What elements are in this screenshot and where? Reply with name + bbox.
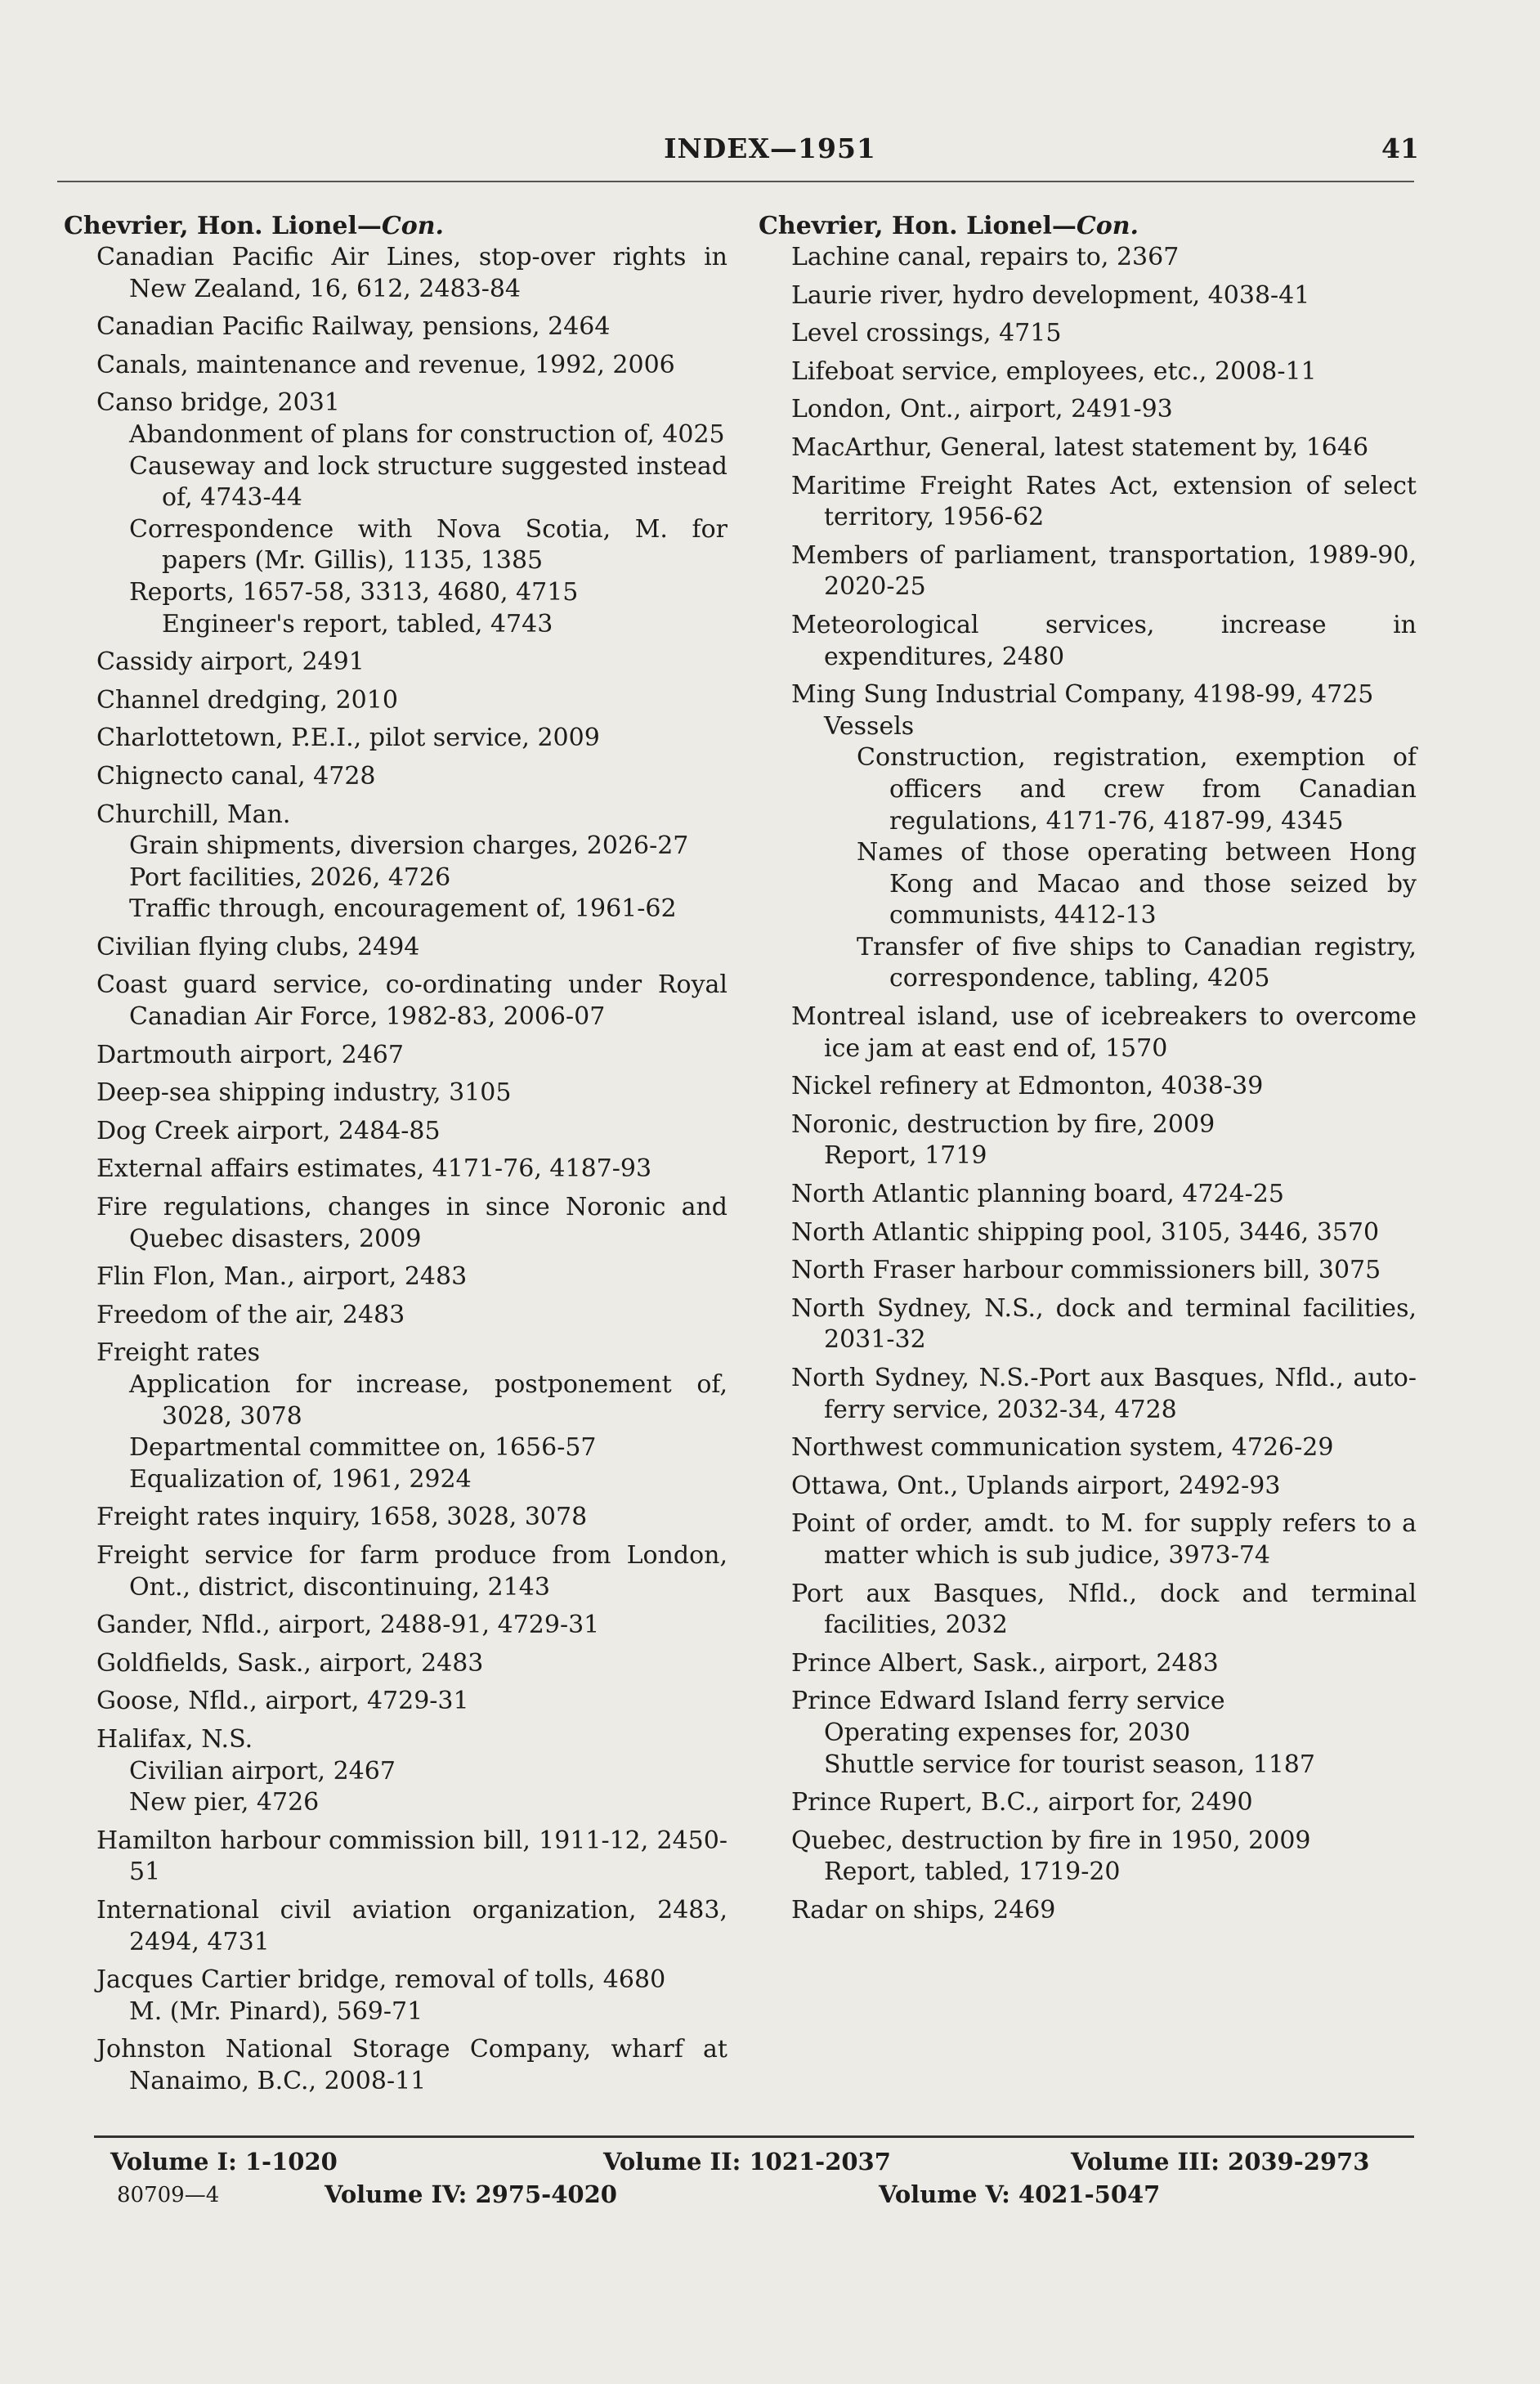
index-entry: Freight rates inquiry, 1658, 3028, 3078 xyxy=(96,1503,588,1532)
index-entry: Canso bridge, 2031 xyxy=(96,388,340,418)
index-entry: Civilian flying clubs, 2494 xyxy=(96,932,420,961)
header-rule xyxy=(57,181,1414,182)
index-entry: Jacques Cartier bridge, removal of tolls, 4680 xyxy=(96,1965,666,1995)
index-entry: Goldfields, Sask., airport, 2483 xyxy=(96,1648,484,1678)
index-entry: Members of parliament, transportation, 1989-90, 2020-25 xyxy=(791,540,1417,602)
index-entry: Report, tabled, 1719-20 xyxy=(824,1857,1121,1887)
index-entry: North Sydney, N.S.-Port aux Basques, Nfld., auto-ferry service, 2032-34, 4728 xyxy=(791,1364,1417,1424)
footer-volume-2: Volume II: 1021-2037 xyxy=(603,2148,891,2176)
left-entry-list xyxy=(64,242,727,2097)
index-entry: Noronic, destruction by fire, 2009 xyxy=(791,1109,1215,1139)
index-entry: Johnston National Storage Company, wharf at Nanaimo, B.C., 2008-11 xyxy=(96,2035,727,2095)
index-entry: Freight service for farm produce from London, Ont., district, discontinuing, 2143 xyxy=(96,1540,727,1602)
index-entry: Prince Albert, Sask., airport, 2483 xyxy=(791,1648,1219,1678)
heading-name: Chevrier, Hon. Lionel— xyxy=(759,212,1077,240)
index-entry: Port facilities, 2026, 4726 xyxy=(129,863,451,892)
index-entry: London, Ont., airport, 2491-93 xyxy=(791,395,1173,424)
index-entry: Nickel refinery at Edmonton, 4038-39 xyxy=(791,1072,1264,1101)
index-entry: Operating expenses for, 2030 xyxy=(824,1718,1191,1747)
heading-continued: Con. xyxy=(381,212,445,240)
index-entry: Dog Creek airport, 2484-85 xyxy=(96,1116,441,1145)
index-entry: Reports, 1657-58, 3313, 4680, 4715 xyxy=(129,577,579,607)
index-entry: Canadian Pacific Railway, pensions, 2464 xyxy=(96,312,611,342)
index-entry: North Atlantic shipping pool, 3105, 3446, 3570 xyxy=(791,1217,1380,1247)
right-column-heading xyxy=(759,211,1417,242)
index-entry: Dartmouth airport, 2467 xyxy=(96,1040,404,1069)
index-entry: Montreal island, use of icebreakers to overcome ice jam at east end of, 1570 xyxy=(791,1002,1417,1063)
index-entry: Traffic through, encouragement of, 1961-62 xyxy=(129,894,677,924)
index-entry: Correspondence with Nova Scotia, M. for papers (Mr. Gillis), 1135, 1385 xyxy=(129,514,727,576)
index-entry: Cassidy airport, 2491 xyxy=(96,648,365,677)
right-column xyxy=(759,211,1417,1927)
index-entry: North Atlantic planning board, 4724-25 xyxy=(791,1180,1284,1209)
index-entry: Gander, Nfld., airport, 2488-91, 4729-31 xyxy=(96,1611,600,1640)
footer-volume-5: Volume V: 4021-5047 xyxy=(879,2180,1161,2208)
index-entry: MacArthur, General, latest statement by, 1646 xyxy=(791,432,1369,462)
index-entry: Engineer's report, tabled, 4743 xyxy=(162,609,553,639)
index-entry: Laurie river, hydro development, 4038-41 xyxy=(791,280,1310,310)
index-entry: Ottawa, Ont., Uplands airport, 2492-93 xyxy=(791,1471,1281,1500)
index-entry: Fire regulations, changes in since Noronic and Quebec disasters, 2009 xyxy=(96,1193,727,1253)
index-entry: Lifeboat service, employees, etc., 2008-11 xyxy=(791,356,1317,386)
index-entry: International civil aviation organization, 2483, 2494, 4731 xyxy=(96,1895,727,1956)
index-entry: Equalization of, 1961, 2924 xyxy=(129,1464,472,1494)
index-entry: Northwest communication system, 4726-29 xyxy=(791,1433,1334,1463)
index-entry: Causeway and lock structure suggested instead of, 4743-44 xyxy=(129,451,727,513)
index-entry: Application for increase, postponement of, 3028, 3078 xyxy=(129,1370,727,1431)
index-entry: Freight rates xyxy=(96,1338,261,1368)
left-column xyxy=(64,211,727,2097)
print-code: 80709—4 xyxy=(117,2183,220,2207)
index-entry: Abandonment of plans for construction of, 4025 xyxy=(129,419,725,449)
index-entry: Departmental committee on, 1656-57 xyxy=(129,1433,597,1463)
footer-rule xyxy=(94,2135,1414,2138)
footer-volume-4: Volume IV: 2975-4020 xyxy=(325,2180,617,2208)
index-entry: Hamilton harbour commission bill, 1911-12, 2450-51 xyxy=(96,1826,727,1887)
index-entry: Lachine canal, repairs to, 2367 xyxy=(791,243,1180,271)
page-number: 41 xyxy=(1381,132,1419,164)
index-entry: Ming Sung Industrial Company, 4198-99, 4725 xyxy=(791,680,1374,710)
index-entry: Names of those operating between Hong Kong and Macao and those seized by communists, 4412-13 xyxy=(857,838,1417,930)
index-entry: Radar on ships, 2469 xyxy=(791,1895,1056,1925)
index-entry: Port aux Basques, Nfld., dock and terminal facilities, 2032 xyxy=(791,1579,1417,1640)
index-entry: Level crossings, 4715 xyxy=(791,319,1062,348)
index-entry: Prince Rupert, B.C., airport for, 2490 xyxy=(791,1788,1253,1817)
index-entry: External affairs estimates, 4171-76, 4187-93 xyxy=(96,1154,652,1184)
footer-volume-1: Volume I: 1-1020 xyxy=(110,2148,338,2176)
index-entry: New pier, 4726 xyxy=(129,1788,320,1817)
index-entry: Flin Flon, Man., airport, 2483 xyxy=(96,1262,468,1292)
index-entry: Charlottetown, P.E.I., pilot service, 2009 xyxy=(96,724,600,753)
index-entry: Canadian Pacific Air Lines, stop-over rights in New Zealand, 16, 612, 2483-84 xyxy=(96,243,727,303)
right-entry-list xyxy=(759,242,1417,1927)
index-entry: Deep-sea shipping industry, 3105 xyxy=(96,1078,512,1108)
heading-name: Chevrier, Hon. Lionel— xyxy=(64,212,382,240)
index-entry: Chignecto canal, 4728 xyxy=(96,761,376,791)
index-entry: Report, 1719 xyxy=(824,1141,987,1171)
heading-continued: Con. xyxy=(1076,212,1139,240)
index-entry: Halifax, N.S. xyxy=(96,1724,253,1754)
index-entry: Churchill, Man. xyxy=(96,800,291,829)
index-entry: Canals, maintenance and revenue, 1992, 2006 xyxy=(96,350,675,379)
index-entry: Channel dredging, 2010 xyxy=(96,685,398,715)
index-entry: Maritime Freight Rates Act, extension of select territory, 1956-62 xyxy=(791,471,1417,532)
index-entry: Construction, registration, exemption of officers and crew from Canadian regulations, 4171-76, 4187-99, 4345 xyxy=(857,743,1417,836)
index-entry: Point of order, amdt. to M. for supply refers to a matter which is sub judice, 3973-74 xyxy=(791,1509,1417,1570)
index-entry: Shuttle service for tourist season, 1187 xyxy=(824,1750,1315,1779)
left-column-heading xyxy=(64,211,727,242)
index-entry: Meteorological services, increase in expenditures, 2480 xyxy=(791,610,1417,671)
index-entry: North Fraser harbour commissioners bill, 3075 xyxy=(791,1256,1381,1285)
index-entry: Prince Edward Island ferry service xyxy=(791,1687,1225,1716)
index-entry: Grain shipments, diversion charges, 2026-27 xyxy=(129,831,689,861)
index-entry: M. (Mr. Pinard), 569-71 xyxy=(129,1996,423,2026)
footer-volume-3: Volume III: 2039-2973 xyxy=(1071,2148,1370,2176)
index-entry: North Sydney, N.S., dock and terminal facilities, 2031-32 xyxy=(791,1293,1417,1355)
index-entry: Goose, Nfld., airport, 4729-31 xyxy=(96,1687,469,1716)
page-title: INDEX—1951 xyxy=(664,132,876,164)
index-entry: Coast guard service, co-ordinating under Royal Canadian Air Force, 1982-83, 2006-07 xyxy=(96,970,727,1032)
index-entry: Quebec, destruction by fire in 1950, 2009 xyxy=(791,1826,1311,1855)
index-entry: Transfer of five ships to Canadian registry, correspondence, tabling, 4205 xyxy=(857,932,1417,993)
index-entry: Vessels xyxy=(824,711,915,741)
index-entry: Freedom of the air, 2483 xyxy=(96,1300,405,1329)
index-entry: Civilian airport, 2467 xyxy=(129,1756,396,1786)
